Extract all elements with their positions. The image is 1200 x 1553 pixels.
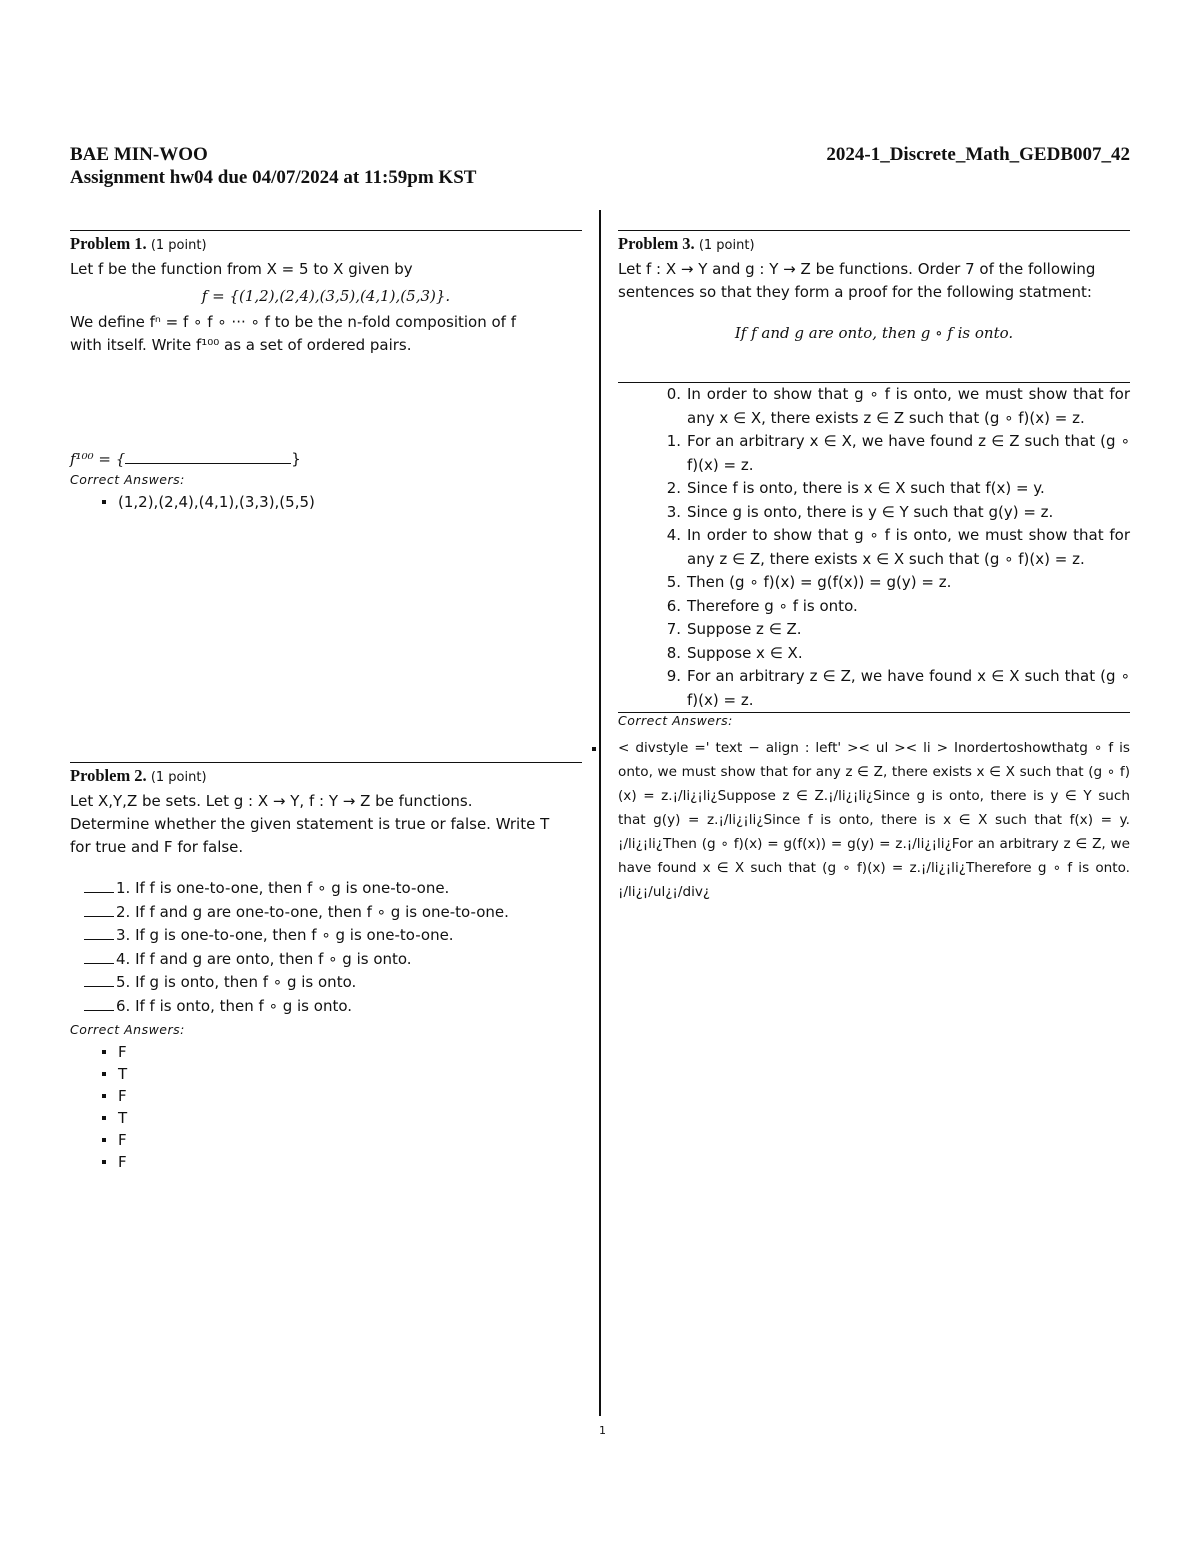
proof-step	[618, 618, 1130, 642]
problem-3-line-1: Let f : X → Y and g : Y → Z be functions. Order 7 of the following	[618, 260, 1096, 278]
problem-1-title: Problem 1.	[70, 234, 147, 253]
problem-1-answer-list	[70, 491, 582, 513]
problem-2-statements	[70, 877, 582, 1018]
problem-1-line-3: with itself. Write f¹⁰⁰ as a set of ordered pairs.	[70, 336, 412, 354]
problem-1-answer-blank[interactable]	[125, 449, 291, 464]
statement-blank[interactable]	[84, 951, 114, 964]
proof-step-number: 6.	[666, 596, 681, 615]
proof-step-text: Since g is onto, there is y ∈ Y such that g(y) = z.	[687, 502, 1054, 521]
column-divider	[599, 210, 601, 1416]
problem-2-title: Problem 2.	[70, 766, 147, 785]
proof-step-number: 4.	[666, 526, 681, 544]
assignment-title: Assignment hw04 due 04/07/2024 at 11:59pm KST	[70, 167, 477, 188]
proof-step-number: 2.	[666, 479, 681, 497]
proof-step-number: 5.	[666, 573, 681, 591]
problem-1-answer-item: (1,2),(2,4),(4,1),(3,3),(5,5)	[118, 491, 582, 513]
proof-step	[618, 383, 1130, 430]
proof-step-text: Suppose x ∈ X.	[687, 643, 803, 662]
proof-step	[618, 477, 1130, 501]
problem-1-rule	[70, 230, 582, 231]
statement-text: 1. If f is one-to-one, then f ∘ g is one-to-one.	[116, 879, 450, 897]
problem-1-line-1: Let f be the function from X = 5 to X given by	[70, 260, 413, 278]
problem-2-answer-item: T	[118, 1063, 582, 1085]
statement-text: 3. If g is one-to-one, then f ∘ g is one-to-one.	[116, 926, 454, 944]
statement-text: 5. If g is onto, then f ∘ g is onto.	[116, 973, 357, 991]
proof-step-number: 3.	[666, 502, 681, 521]
proof-step-number: 1.	[666, 432, 681, 450]
problem-1-answer-row	[70, 449, 582, 468]
statement-blank[interactable]	[84, 904, 114, 917]
proof-step	[618, 524, 1130, 571]
problem-1-answer-prefix: f¹⁰⁰ = {	[70, 450, 126, 468]
problem-2-answer-list	[70, 1041, 582, 1173]
proof-step-text: In order to show that g ∘ f is onto, we must show that for any z ∈ Z, there exists x ∈ X such that (g ∘ f)(x) = z.	[687, 526, 1130, 568]
proof-step-text: Suppose z ∈ Z.	[687, 620, 802, 638]
statement-blank[interactable]	[84, 927, 114, 940]
problem-2-rule	[70, 762, 582, 763]
page-number: 1	[599, 1424, 606, 1437]
statement-row	[84, 995, 582, 1019]
proof-step-text: In order to show that g ∘ f is onto, we must show that for any x ∈ X, there exists z ∈ Z such that (g ∘ f)(x) = z.	[687, 385, 1130, 427]
problem-3-statement: If f and g are onto, then g ∘ f is onto.	[734, 324, 1014, 342]
problem-2-answer-item: F	[118, 1085, 582, 1107]
proof-step-number: 7.	[666, 620, 681, 638]
proof-step-text: For an arbitrary z ∈ Z, we have found x ∈ X such that (g ∘ f)(x) = z.	[687, 667, 1130, 709]
problem-1-equation: f = {(1,2),(2,4),(3,5),(4,1),(5,3)}.	[201, 287, 451, 305]
problem-2-answer-item: F	[118, 1041, 582, 1063]
problem-2-answer-item: F	[118, 1151, 582, 1173]
problem-3	[618, 230, 1130, 904]
proof-step	[618, 501, 1130, 525]
statement-text: 4. If f and g are onto, then f ∘ g is onto.	[116, 949, 412, 968]
proof-step	[618, 665, 1130, 712]
problem-1	[70, 230, 582, 513]
problem-2	[70, 762, 582, 1173]
problem-2-answer-item: F	[118, 1129, 582, 1151]
problem-3-title: Problem 3.	[618, 234, 695, 253]
problem-3-rule	[618, 230, 1130, 231]
problem-2-line-3: for true and F for false.	[70, 838, 244, 856]
statement-blank[interactable]	[84, 880, 114, 893]
course-code: 2024-1_Discrete_Math_GEDB007_42	[826, 144, 1130, 165]
problem-2-line-2: Determine whether the given statement is true or false. Write T	[70, 815, 550, 833]
proof-step-text: Therefore g ∘ f is onto.	[687, 596, 858, 615]
proof-step	[618, 430, 1130, 477]
student-name: BAE MIN-WOO	[70, 144, 208, 165]
statement-row	[84, 924, 582, 948]
problem-1-heading	[70, 234, 582, 254]
proof-step-number: 0.	[666, 385, 681, 403]
proof-step	[618, 642, 1130, 666]
proof-step-text: Then (g ∘ f)(x) = g(f(x)) = g(y) = z.	[687, 573, 952, 591]
statement-row	[84, 948, 582, 972]
problem-1-correct-label: Correct Answers:	[70, 472, 185, 487]
statement-blank[interactable]	[84, 974, 114, 987]
statement-row	[84, 877, 582, 901]
problem-2-heading	[70, 766, 582, 786]
problem-3-heading	[618, 234, 1130, 254]
proof-step-number: 9.	[666, 667, 681, 685]
proof-step	[618, 595, 1130, 619]
problem-3-correct-label: Correct Answers:	[618, 713, 733, 728]
problem-1-line-2: We define fⁿ = f ∘ f ∘ ··· ∘ f to be the n-fold composition of f	[70, 313, 516, 331]
problem-2-answer-item: T	[118, 1107, 582, 1129]
statement-row	[84, 971, 582, 995]
problem-1-points: (1 point)	[150, 238, 207, 253]
problem-3-points: (1 point)	[698, 238, 755, 253]
statement-blank[interactable]	[84, 998, 114, 1011]
problem-1-answer-suffix: }	[291, 450, 301, 468]
proof-step	[618, 571, 1130, 595]
proof-step-number: 8.	[666, 643, 681, 662]
problem-2-line-1: Let X,Y,Z be sets. Let g : X → Y, f : Y → Z be functions.	[70, 792, 473, 810]
problem-3-steps	[618, 383, 1130, 712]
statement-row	[84, 901, 582, 925]
statement-text: 2. If f and g are one-to-one, then f ∘ g is one-to-one.	[116, 902, 509, 921]
problem-3-line-2: sentences so that they form a proof for the following statment:	[618, 283, 1092, 301]
problem-2-correct-label: Correct Answers:	[70, 1022, 185, 1037]
problem-3-answer-raw: < divstyle =' text − align : left' >< ul >< li > Inordertoshowthatg ∘ f is onto, we must show that for any z ∈ Z, there exists x ∈ X such that (g ∘ f)(x) = z.¡/li¿¡li¿Suppose z ∈ Z.¡/li¿¡li¿Since g is onto, there is y ∈ Y such that g(y) = z.¡/li¿¡li¿Since f is onto, there is x ∈ X such that f(x) = y.¡/li¿¡li¿Then (g ∘ f)(x) = g(f(x)) = g(y) = z.¡/li¿¡li¿For an arbitrary z ∈ Z, we have found x ∈ X such that (g ∘ f)(x) = z.¡/li¿¡li¿Therefore g ∘ f is onto.¡/li¿¡/ul¿¡/div¿	[618, 736, 1130, 904]
problem-2-points: (1 point)	[150, 770, 207, 785]
statement-text: 6. If f is onto, then f ∘ g is onto.	[116, 996, 353, 1015]
proof-step-text: Since f is onto, there is x ∈ X such that f(x) = y.	[687, 479, 1045, 497]
proof-step-text: For an arbitrary x ∈ X, we have found z ∈ Z such that (g ∘ f)(x) = z.	[687, 432, 1130, 474]
